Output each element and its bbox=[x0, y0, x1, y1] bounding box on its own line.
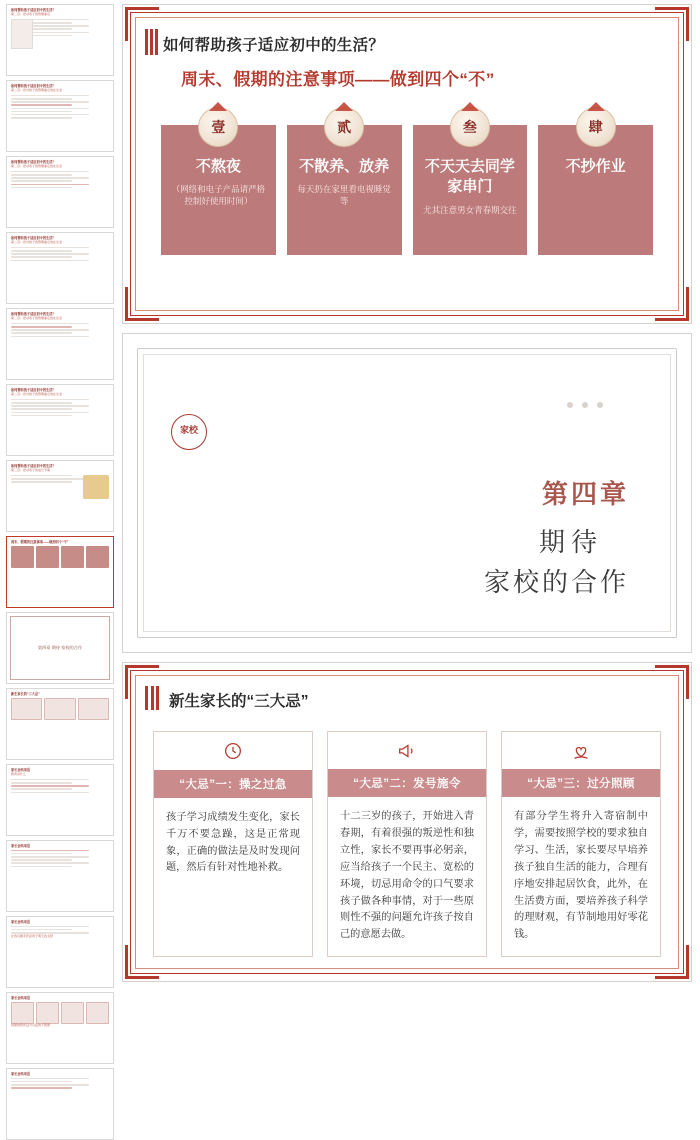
thumb-title: 家长会结束语 bbox=[11, 920, 31, 924]
slide-thumbnail-9[interactable] bbox=[6, 612, 114, 684]
slide-thumbnail-13[interactable] bbox=[6, 916, 114, 988]
thumb-subtitle: 第二章：把对孩子的管理重点放在生活 bbox=[11, 240, 63, 244]
corner-ornament-icon bbox=[655, 665, 689, 699]
card-note: 尤其注意男女青春期交往 bbox=[423, 204, 517, 215]
thumb-title: 如何帮助孩子适应初中的生活？ bbox=[11, 464, 56, 468]
slide-thumbnail-5[interactable] bbox=[6, 308, 114, 380]
taboo-card-3[interactable] bbox=[501, 731, 661, 957]
thumb-title: 周末、假期的注意事项——做到四个“不” bbox=[11, 540, 69, 544]
slide-chapter-four[interactable] bbox=[122, 333, 692, 653]
taboo-body-text: 十二三岁的孩子，开始进入青春期，有着很强的叛逆性和独立性，家长不要再事必躬亲，应当给孩子一个民主、宽松的环境，切忌用命令的口气要求孩子做各种事情，对于一些原则性不强的问题允许孩子按自己的意愿去做。 bbox=[340, 811, 474, 941]
thumb-title: 家长会结束语 bbox=[11, 996, 31, 1000]
thumb-title: 如何帮助孩子适应初中的生活？ bbox=[11, 8, 56, 12]
thumb-subtitle: 第二章：把对孩子的管理重点放在生活 bbox=[11, 88, 63, 92]
chapter-line-1: 期待 bbox=[538, 527, 603, 557]
thumb-title: 如何帮助孩子适应初中的生活？ bbox=[11, 388, 56, 392]
thumb-subtitle: 教育是什么 bbox=[11, 772, 27, 776]
thumb-title: 新生家长的“三大忌” bbox=[11, 692, 40, 696]
dot-ornament-icon bbox=[567, 402, 603, 408]
taboo-card-1[interactable] bbox=[153, 731, 313, 957]
clock-icon bbox=[154, 732, 312, 770]
heart-hand-icon bbox=[502, 732, 660, 769]
corner-ornament-icon bbox=[655, 287, 689, 321]
slide-thumbnail-14[interactable] bbox=[6, 992, 114, 1064]
slide-thumbnail-4[interactable] bbox=[6, 232, 114, 304]
taboo-body-text: 有部分学生将升入寄宿制中学，需要按照学校的要求独自学习、生活，家长要尽早培养孩子独自生活的能力，合理有序地安排起居饮食，此外，在生活费方面，要培养孩子科学的理财观，有节制地用好零花钱。 bbox=[514, 811, 648, 941]
chapter-line-2: 家校的合作 bbox=[483, 567, 629, 597]
thumb-title: 如何帮助孩子适应初中的生活？ bbox=[11, 160, 56, 164]
thumb-title: 家长会结束语 bbox=[11, 768, 31, 772]
taboo-band-label: “大忌”二：发号施令 bbox=[328, 769, 486, 797]
slide-three-taboos[interactable] bbox=[122, 662, 692, 982]
slide-thumbnail-12[interactable] bbox=[6, 840, 114, 912]
taboo-card-2[interactable] bbox=[327, 731, 487, 957]
thumb-subtitle: 第三章：把对孩子的成长节奏 bbox=[11, 468, 51, 472]
thumb-subtitle: 第二章：把对孩子的管理重点放在生活 bbox=[11, 392, 63, 396]
seal-stamp-icon: 家校 bbox=[171, 414, 207, 450]
slide-title: 新生家长的“三大忌” bbox=[169, 693, 309, 710]
slide-thumbnail-panel[interactable] bbox=[0, 0, 118, 1076]
thumb-chapter: 第四章 期待 家校的合作 bbox=[37, 645, 83, 651]
slide-thumbnail-3[interactable] bbox=[6, 156, 114, 228]
seal-badge-icon: 叁 bbox=[450, 107, 490, 147]
card-note: （网络和电子产品请严格控制好使用时间） bbox=[171, 184, 266, 207]
slide-canvas-area bbox=[118, 0, 700, 1000]
thumb-subtitle: 第二章：把对孩子的管理重点放在生活 bbox=[11, 316, 63, 320]
slide-thumbnail-8[interactable] bbox=[6, 536, 114, 608]
dont-card-2[interactable] bbox=[287, 120, 402, 255]
slide-subtitle: 周末、假期的注意事项——做到四个“不” bbox=[181, 70, 495, 89]
thumb-title: 如何帮助孩子适应初中的生活？ bbox=[11, 84, 56, 88]
slide-thumbnail-6[interactable] bbox=[6, 384, 114, 456]
dont-card-list bbox=[161, 120, 653, 255]
dont-card-1[interactable] bbox=[161, 120, 276, 255]
slide-title: 如何帮助孩子适应初中的生活？ bbox=[163, 37, 385, 54]
megaphone-icon bbox=[328, 732, 486, 769]
slide-thumbnail-11[interactable] bbox=[6, 764, 114, 836]
corner-ornament-icon bbox=[125, 287, 159, 321]
card-heading: 不散养、放养 bbox=[299, 158, 390, 175]
slide-thumbnail-10[interactable] bbox=[6, 688, 114, 760]
card-heading: 不熬夜 bbox=[195, 158, 241, 175]
thumb-title: 如何帮助孩子适应初中的生活？ bbox=[11, 312, 56, 316]
card-heading: 不天天去同学家串门 bbox=[424, 158, 515, 196]
taboo-body-text: 孩子学习成绩发生变化，家长千万不要急躁，这是正常现象，正确的做法是及时发现问题，然后有针对性地补救。 bbox=[166, 812, 300, 874]
slide-four-donts[interactable] bbox=[122, 4, 692, 324]
taboo-card-list bbox=[153, 731, 661, 957]
thumb-image bbox=[83, 475, 109, 499]
card-heading: 不抄作业 bbox=[565, 158, 626, 175]
taboo-band-label: “大忌”一：操之过急 bbox=[154, 770, 312, 798]
dont-card-3[interactable] bbox=[413, 120, 528, 255]
thumb-title: 家长会结束语 bbox=[11, 844, 31, 848]
thumb-subtitle: 第二章：把对孩子的管理重点放在生活 bbox=[11, 164, 63, 168]
thumb-figure bbox=[11, 19, 33, 49]
title-accent-bars-icon bbox=[145, 29, 161, 55]
slide-thumbnail-7[interactable] bbox=[6, 460, 114, 532]
corner-ornament-icon bbox=[655, 7, 689, 41]
seal-badge-icon: 壹 bbox=[198, 107, 238, 147]
chapter-number: 第四章 bbox=[541, 479, 629, 509]
title-accent-bars-icon bbox=[145, 686, 159, 710]
slide-thumbnail-2[interactable] bbox=[6, 80, 114, 152]
seal-badge-icon: 贰 bbox=[324, 107, 364, 147]
thumb-subtitle: 祝愿的管优良力以赴的不管愿 bbox=[11, 1023, 51, 1027]
card-note: 每天扔在家里看电视睡觉等 bbox=[297, 184, 391, 207]
seal-badge-icon: 肆 bbox=[576, 107, 616, 147]
slide-thumbnail-1[interactable] bbox=[6, 4, 114, 76]
thumb-title: 如何帮助孩子适应初中的生活？ bbox=[11, 236, 56, 240]
taboo-band-label: “大忌”三：过分照顾 bbox=[502, 769, 660, 797]
slide-thumbnail-15[interactable] bbox=[6, 1068, 114, 1140]
thumb-subtitle: 第二章：把对孩子的管理重点 bbox=[11, 12, 51, 16]
thumb-title: 家长会结束语 bbox=[11, 1072, 31, 1076]
thumb-subtitle: 让我们携手托起孩子明天的太阳 bbox=[11, 934, 54, 939]
dont-card-4[interactable] bbox=[538, 120, 653, 255]
